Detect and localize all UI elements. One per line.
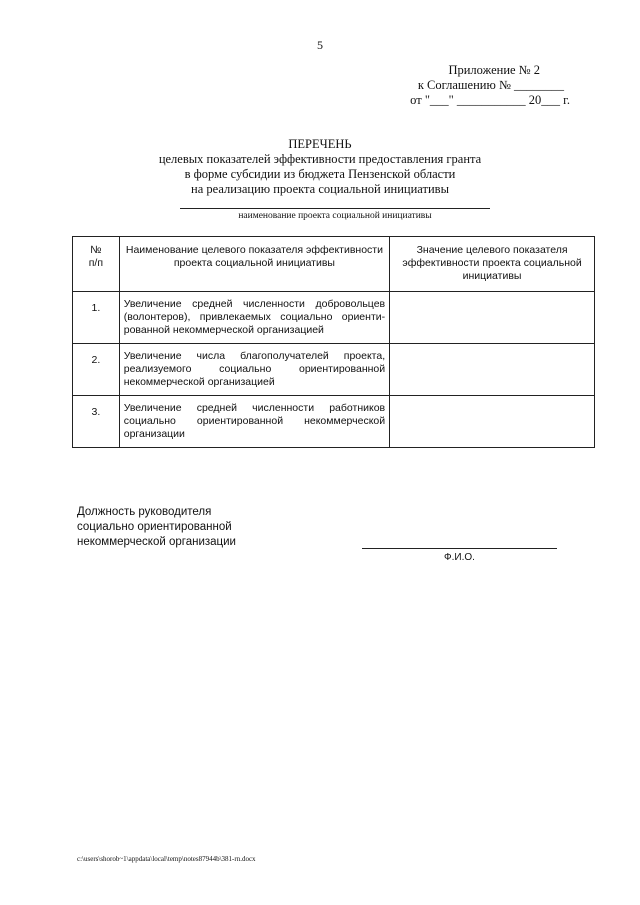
footer-file-path: c:\users\shorob~1\appdata\local\temp\notes87944b\381-rn.docx <box>77 855 256 863</box>
title-line-2: в форме субсидии из бюджета Пензенской области <box>184 167 456 181</box>
row-num: 3. <box>73 396 120 448</box>
header-indicator-name: Наименование целевого показателя эффективности проекта социальной инициативы <box>119 237 389 292</box>
appendix-line-1: Приложение № 2 <box>448 63 540 77</box>
title-line-1: целевых показателей эффективности предоставления гранта <box>158 152 482 166</box>
fio-caption: Ф.И.О. <box>444 552 475 563</box>
table-row <box>73 292 595 344</box>
project-name-caption: наименование проекта социальной инициативы <box>238 211 432 221</box>
header-num-line-1: № <box>90 244 102 256</box>
document-title <box>80 137 560 197</box>
row-indicator-name: Увеличение числа благополучателей проекта, реализуемого социально ориентированной некоммерческой организацией <box>119 344 389 396</box>
header-indicator-value: Значение целевого показателя эффективности проекта социальной инициативы <box>390 237 595 292</box>
header-num-line-2: п/п <box>88 257 104 269</box>
row-indicator-value <box>390 344 595 396</box>
appendix-line-2: к Соглашению № ________ <box>417 78 564 92</box>
indicators-table <box>72 236 595 448</box>
signatory-position <box>77 505 297 550</box>
table-header-row <box>73 237 595 292</box>
signature-line <box>362 548 557 549</box>
row-num: 2. <box>73 344 120 396</box>
page-number: 5 <box>317 38 323 52</box>
appendix-line-3: от "___" ___________ 20___ г. <box>410 93 570 107</box>
row-indicator-value <box>390 292 595 344</box>
table-row <box>73 396 595 448</box>
row-indicator-name: Увеличение средней численности работников социально ориентированной некоммерческой организации <box>119 396 389 448</box>
signatory-line-2: социально ориентированной <box>77 521 232 533</box>
appendix-block <box>390 63 570 108</box>
signatory-line-3: некоммерческой организации <box>77 536 236 548</box>
signatory-line-1: Должность руководителя <box>77 506 212 518</box>
row-num: 1. <box>73 292 120 344</box>
header-num <box>73 237 120 292</box>
row-indicator-name: Увеличение средней численности добровольцев (волонтеров), привлекаемых социально ориенти-рованной некоммерческой организацией <box>119 292 389 344</box>
table-row <box>73 344 595 396</box>
project-name-line <box>180 208 490 209</box>
title-line-3: на реализацию проекта социальной инициативы <box>191 182 449 196</box>
title-heading: ПЕРЕЧЕНЬ <box>288 137 352 151</box>
row-indicator-value <box>390 396 595 448</box>
